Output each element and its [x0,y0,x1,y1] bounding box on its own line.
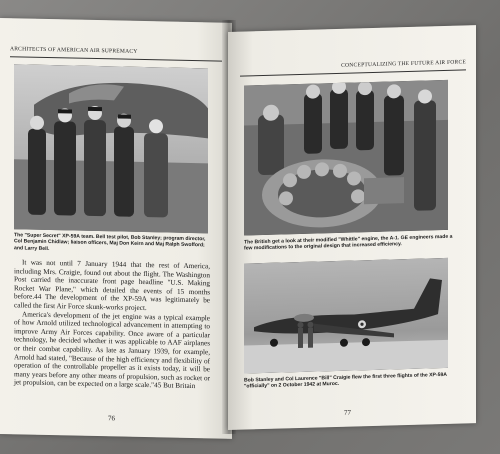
team-photo-image [14,64,208,233]
left-photo-caption: The "Super Secret" XP-59A team. Bell test pilot, Bob Stanley; program director, Col Benjamin Chidlaw; liaison officers, Maj Don Keirn and Maj Ralph Swofford; and Larry Bell. [14,232,206,252]
aircraft-photo-caption: Bob Stanley and Col Laurence "Bill" Craigie flew the first three flights of the XP-59A "officially" on 2 October 1942 at Muroc. [244,371,447,390]
right-head-rule [240,69,466,76]
right-page-number: 77 [344,408,351,417]
aircraft-photo-image [244,258,448,374]
left-running-head: ARCHITECTS OF AMERICAN AIR SUPREMACY [10,46,138,55]
paragraph-1: It was not until 7 January 1944 that the rest of America, including Mrs. Craigie, found out about the flight. The Washington Post carried the inaccurate front page headline "U.S. Making Rocket War Plane," which detailed the events of 15 months before.44 The development of the XP-59A was legitimately be called the first Air Force skunk-works project. [14,258,210,313]
right-running-head: CONCEPTUALIZING THE FUTURE AIR FORCE [341,59,466,69]
engine-photo-credit [450,166,454,167]
engine-photo-caption: The British get a look at their modified "Whittle" engine, the A-1. GE engineers made a few modifications to the original design that increased efficiency. [244,233,453,252]
left-head-rule [10,56,222,61]
right-page [228,25,476,430]
engine-photo [244,80,448,236]
team-photo [14,64,208,233]
left-page-number: 76 [108,414,115,423]
paragraph-2: America's development of the jet engine was a typical example of how Arnold utilized technological advancement in attempting to improve Army Air Forces capability. Once aware of a particular technology, he decided whether it was applicable to AAF airplanes or their combat capability. As late as January 1939, for example, Arnold had stated, "Because of the high efficiency and flexibility of operation of the controllable propeller as it exists today, it will be many years before any other means of propulsion, such as rocket or jet propulsion, can be expected on a large scale."45 But Britain [14,310,210,391]
aircraft-photo [244,258,448,374]
engine-photo-image [244,80,448,236]
left-body-text [14,258,210,391]
left-page [0,18,232,439]
